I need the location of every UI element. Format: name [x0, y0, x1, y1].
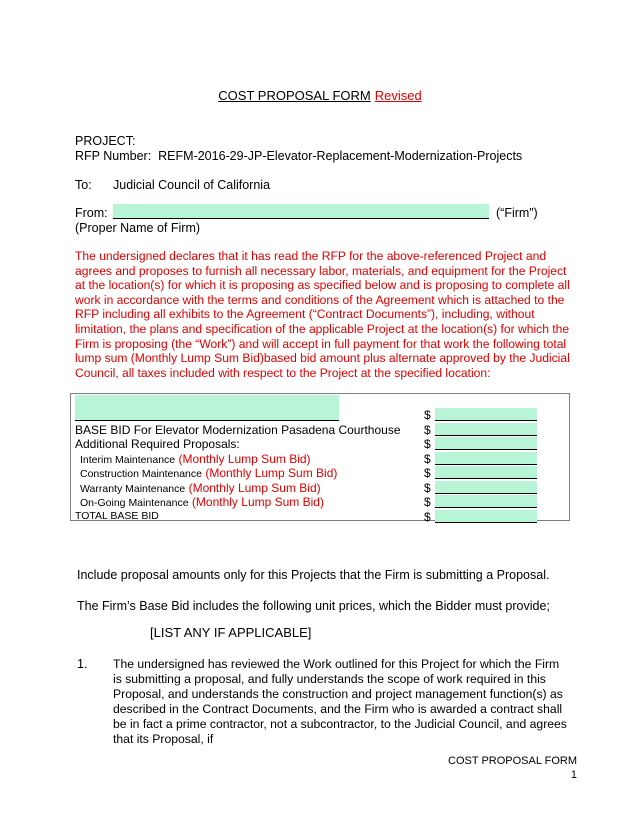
list-any-placeholder: [LIST ANY IF APPLICABLE]: [150, 625, 312, 640]
amount-field-warranty[interactable]: [435, 481, 537, 494]
bid-item-note: (Monthly Lump Sum Bid): [191, 495, 324, 509]
page-title: [0, 88, 640, 103]
footer-label: COST PROPOSAL FORM: [448, 755, 577, 767]
firm-name-hint: (Proper Name of Firm): [75, 221, 201, 235]
base-bid-label: BASE BID For Elevator Modernization Pasadena Courthouse: [75, 423, 401, 437]
title-revised: Revised: [374, 88, 422, 103]
list-item-text: The undersigned has reviewed the Work outlined for this Project for which the Firm is submitting a proposal, and fully understands the scope of work required in this Proposal, and understands the construction and project management function(s) as described in the Contract Documents, and the Firm who is awarded a contract shall be in fact a prime contractor, not a subcontractor, to the Judicial Council, and agrees that its Proposal, if: [113, 657, 567, 746]
amount-field-construction[interactable]: [435, 466, 537, 479]
amount-field-base-bid[interactable]: [435, 423, 537, 436]
currency-symbol: $: [424, 437, 431, 451]
bid-item-interim: [80, 452, 311, 466]
page-number: 1: [570, 769, 577, 781]
currency-symbol: $: [424, 466, 431, 480]
amount-field-ongoing[interactable]: [435, 495, 537, 508]
firm-name-field[interactable]: [113, 204, 489, 219]
currency-symbol: $: [424, 452, 431, 466]
currency-symbol: $: [424, 510, 431, 524]
currency-symbol: $: [424, 481, 431, 495]
location-field[interactable]: [75, 395, 339, 421]
rfp-line: [75, 149, 522, 164]
currency-symbol: $: [424, 408, 431, 422]
rfp-number: REFM-2016-29-JP-Elevator-Replacement-Modernization-Projects: [158, 149, 523, 163]
bid-item-ongoing: [80, 495, 324, 509]
currency-symbol: $: [424, 423, 431, 437]
bid-item-note: (Monthly Lump Sum Bid): [205, 466, 338, 480]
additional-proposals-label: Additional Required Proposals:: [75, 437, 240, 451]
from-label: From:: [75, 206, 108, 220]
declaration-text: The undersigned declares that it has read the RFP for the above-referenced Project and agrees and proposes to furnish all necessary labor, materials, and equipment for the Project at the location(s) for which it is proposing as specified below and is proposing to complete all work in accordance with the terms and conditions of the Agreement which is attached to the RFP including all exhibits to the Agreement (“Contract Documents”), including, without limitation, the plans and specification of the applicable Project at the location(s) for which the Firm is proposing (the “Work”) and will accept in full payment for that work the following total lump sum (Monthly Lump Sum Bid)based bid amount plus alternate approved by the Judicial Council, all taxes included with respect to the Project at the specified location:: [75, 249, 570, 380]
bid-item-label: Construction Maintenance: [80, 468, 202, 480]
bid-item-note: (Monthly Lump Sum Bid): [188, 481, 321, 495]
project-label: PROJECT:: [75, 134, 136, 148]
firm-suffix: (“Firm”): [496, 206, 538, 220]
page-footer: [448, 754, 577, 782]
title-main: COST PROPOSAL FORM: [218, 88, 371, 103]
rfp-label: RFP Number:: [75, 149, 152, 163]
bid-item-note: (Monthly Lump Sum Bid): [178, 452, 311, 466]
total-base-bid-label: TOTAL BASE BID: [75, 510, 159, 522]
bid-item-warranty: [80, 481, 321, 495]
list-item-number: 1.: [77, 657, 88, 671]
currency-symbol: $: [424, 495, 431, 509]
include-text: Include proposal amounts only for this Projects that the Firm is submitting a Proposal.: [77, 568, 550, 582]
to-value: Judicial Council of California: [113, 178, 271, 192]
amount-field-additional[interactable]: [435, 437, 537, 450]
bid-item-label: Warranty Maintenance: [80, 483, 186, 495]
bid-item-label: On-Going Maintenance: [80, 497, 189, 509]
unit-prices-text: The Firm’s Base Bid includes the following unit prices, which the Bidder must provide;: [77, 599, 550, 613]
bid-item-label: Interim Maintenance: [80, 454, 176, 466]
amount-field-location[interactable]: [435, 408, 537, 421]
bid-item-construction: [80, 466, 337, 480]
to-label: To:: [75, 178, 92, 192]
amount-field-interim[interactable]: [435, 452, 537, 465]
amount-field-total[interactable]: [435, 510, 537, 523]
